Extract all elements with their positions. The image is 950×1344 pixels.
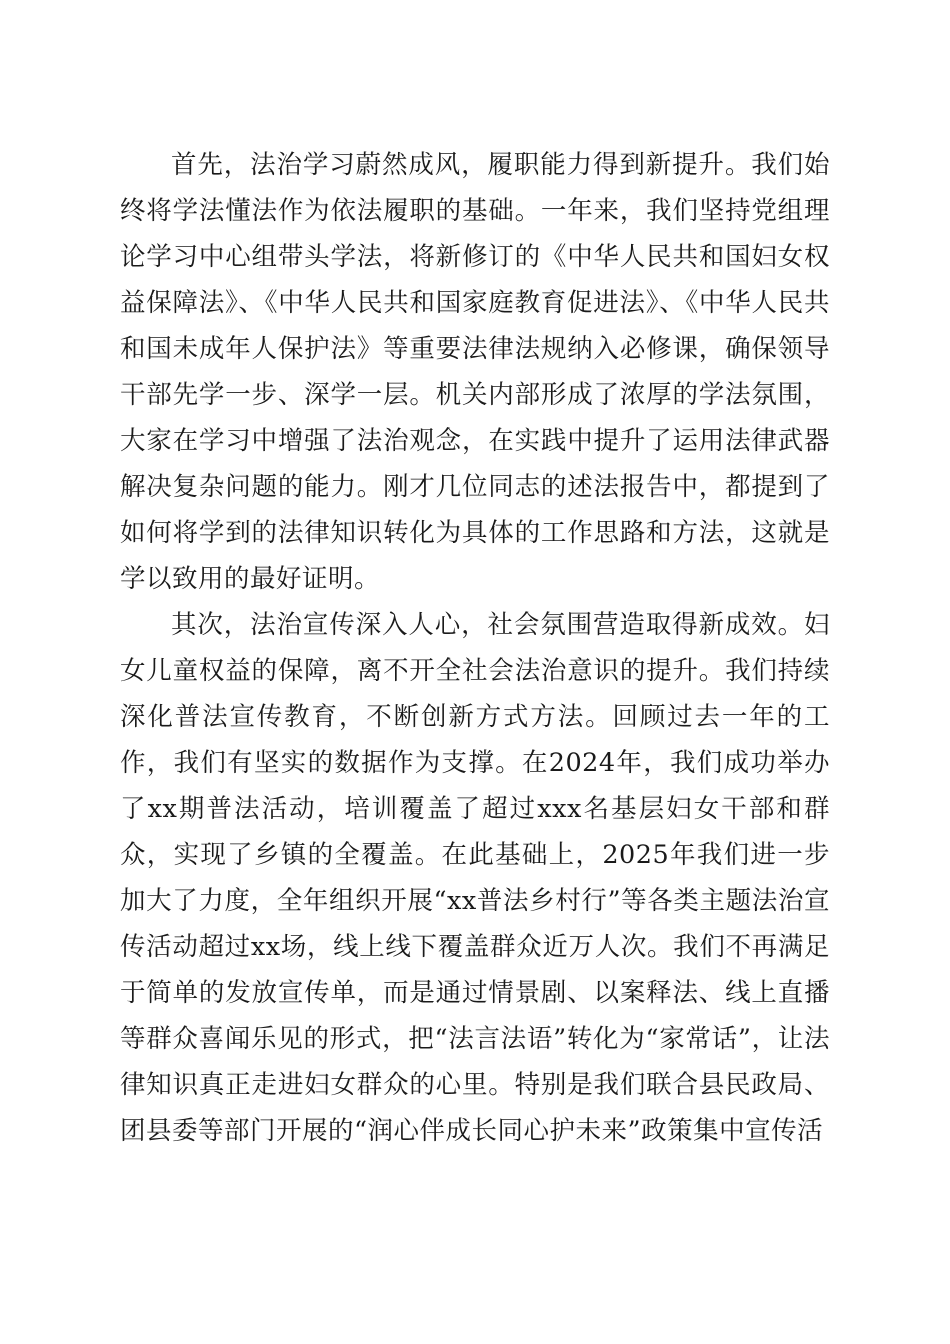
paragraph-law-study: 首先，法治学习蔚然成风，履职能力得到新提升。我们始终将学法懂法作为依法履职的基础。一年来，我们坚持党组理论学习中心组带头学法，将新修订的《中华人民共和国妇女权益保障法》、《中华人民共和国家庭教育促进法》、《中华人民共和国未成年人保护法》等重要法律法规纳入必修课，确保领导干部先学一步、深学一层。机关内部形成了浓厚的学法氛围，大家在学习中增强了法治观念，在实践中提升了运用法律武器解决复杂问题的能力。刚才几位同志的述法报告中，都提到了如何将学到的法律知识转化为具体的工作思路和方法，这就是学以致用的最好证明。 <box>120 150 830 594</box>
document-body <box>120 142 830 1154</box>
paragraph-law-publicity: 其次，法治宣传深入人心，社会氛围营造取得新成效。妇女儿童权益的保障，离不开全社会法治意识的提升。我们持续深化普法宣传教育，不断创新方式方法。回顾过去一年的工作，我们有坚实的数据作为支撑。在2024年，我们成功举办了xx期普法活动，培训覆盖了超过xxx名基层妇女干部和群众，实现了乡镇的全覆盖。在此基础上，2025年我们进一步加大了力度，全年组织开展“xx普法乡村行”等各类主题法治宣传活动超过xx场，线上线下覆盖群众近万人次。我们不再满足于简单的发放宣传单，而是通过情景剧、以案释法、线上直播等群众喜闻乐见的形式，把“法言法语”转化为“家常话”，让法律知识真正走进妇女群众的心里。特别是我们联合县民政局、团县委等部门开展的“润心伴成长同心护未来”政策集中宣传活 <box>120 610 830 1146</box>
